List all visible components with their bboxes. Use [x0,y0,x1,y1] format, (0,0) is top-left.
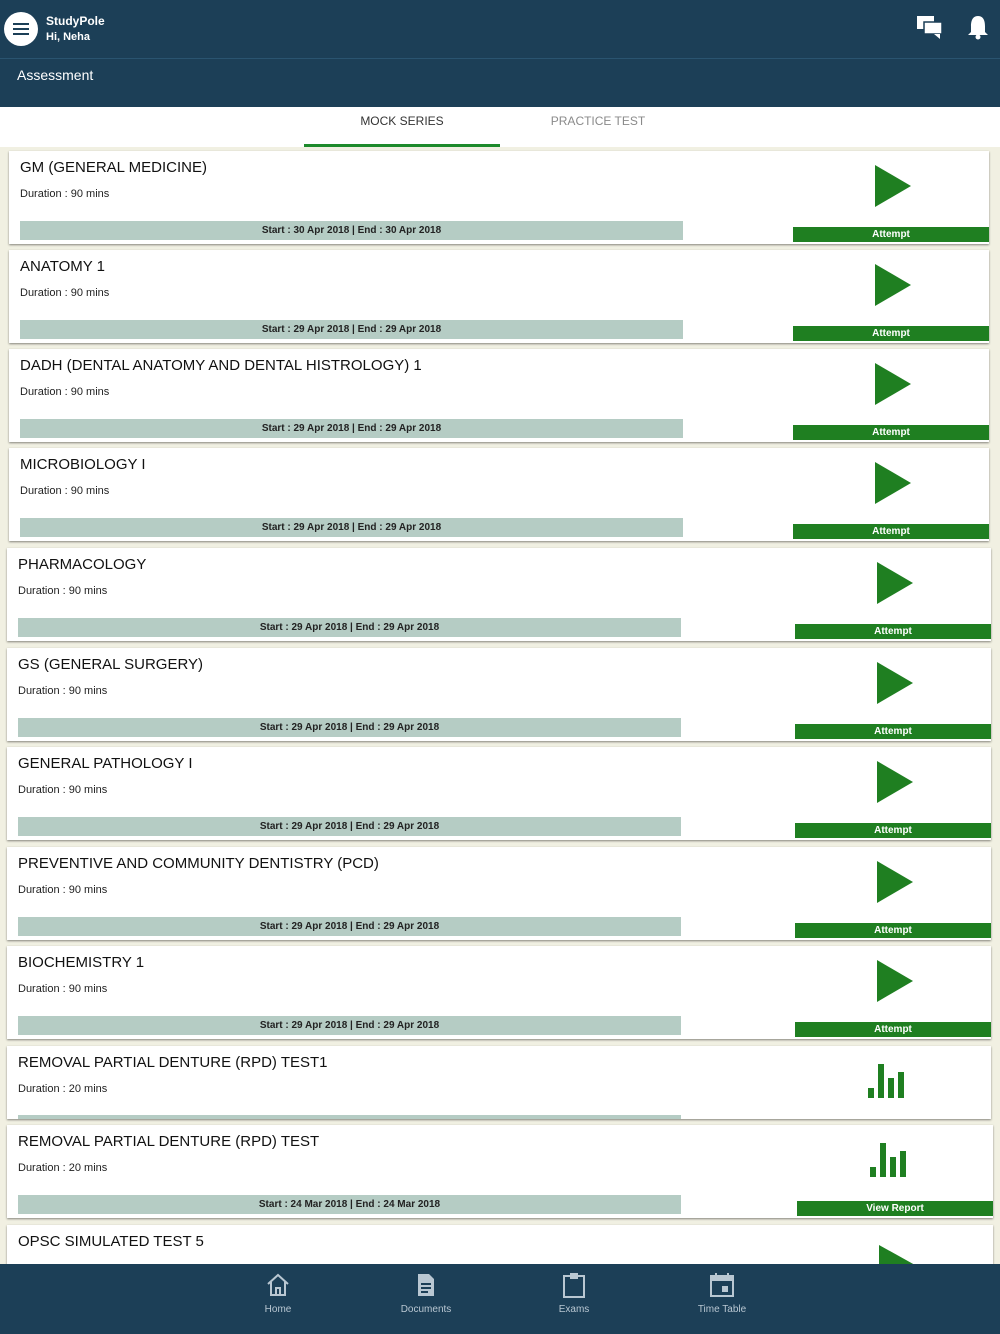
test-duration: Duration : 90 mins [20,287,110,299]
play-icon[interactable] [879,1245,915,1265]
test-duration: Duration : 20 mins [18,1162,108,1174]
test-card[interactable] [9,250,989,343]
page-title-bar [0,58,1000,107]
test-title: DADH (DENTAL ANATOMY AND DENTAL HISTROLOGY) 1 [20,357,422,374]
attempt-button[interactable]: Attempt [795,923,991,938]
test-title: REMOVAL PARTIAL DENTURE (RPD) TEST [18,1133,320,1150]
test-card[interactable] [9,151,989,244]
test-date-range: Start : 29 Apr 2018 | End : 29 Apr 2018 [20,518,683,537]
bar-chart-icon[interactable] [870,1143,910,1179]
page-title: Assessment [17,67,94,83]
test-date-range: Start : 29 Apr 2018 | End : 29 Apr 2018 [20,419,683,438]
test-date-range: Start : 29 Apr 2018 | End : 29 Apr 2018 [18,1016,681,1035]
attempt-button[interactable]: Attempt [793,425,989,440]
test-date-range [18,1115,681,1119]
test-duration: Duration : 90 mins [20,386,110,398]
clipboard-icon [561,1272,587,1298]
test-card[interactable] [7,1125,993,1218]
play-icon[interactable] [875,363,911,405]
nav-label: Exams [558,1304,590,1315]
attempt-button[interactable]: Attempt [795,624,991,639]
test-title: GM (GENERAL MEDICINE) [20,159,207,176]
test-duration: Duration : 90 mins [18,983,108,995]
tab-bar [0,107,1000,147]
test-duration: Duration : 90 mins [18,784,108,796]
play-icon[interactable] [877,960,913,1002]
nav-home[interactable] [218,1264,338,1315]
attempt-button[interactable]: Attempt [793,524,989,539]
notification-bell-icon[interactable] [966,14,990,40]
test-duration: Duration : 90 mins [20,188,110,200]
nav-documents[interactable] [366,1264,486,1315]
chat-icon[interactable] [916,14,944,40]
test-card[interactable] [9,349,989,442]
tab-mock-series[interactable]: MOCK SERIES [304,107,500,147]
test-title: BIOCHEMISTRY 1 [18,954,145,971]
bar-chart-icon[interactable] [868,1064,908,1100]
test-title: PREVENTIVE AND COMMUNITY DENTISTRY (PCD) [18,855,379,872]
test-date-range: Start : 24 Mar 2018 | End : 24 Mar 2018 [18,1195,681,1214]
test-date-range: Start : 30 Apr 2018 | End : 30 Apr 2018 [20,221,683,240]
test-title: REMOVAL PARTIAL DENTURE (RPD) TEST1 [18,1054,328,1071]
nav-exams[interactable] [514,1264,634,1315]
attempt-button[interactable]: Attempt [795,1022,991,1037]
test-title: OPSC SIMULATED TEST 5 [18,1233,204,1250]
test-title: ANATOMY 1 [20,258,106,275]
app-name: StudyPole [46,14,105,28]
test-card[interactable] [7,747,991,840]
test-duration: Duration : 90 mins [18,585,108,597]
test-card[interactable] [7,1046,991,1119]
nav-time-table[interactable] [662,1264,782,1315]
attempt-button[interactable]: Attempt [793,326,989,341]
attempt-button[interactable]: Attempt [793,227,989,242]
document-icon [413,1272,439,1298]
test-duration: Duration : 90 mins [18,884,108,896]
calendar-icon [709,1272,735,1298]
nav-label: Time Table [697,1304,747,1315]
test-date-range: Start : 29 Apr 2018 | End : 29 Apr 2018 [18,618,681,637]
play-icon[interactable] [877,562,913,604]
tab-practice-test[interactable]: PRACTICE TEST [550,114,646,128]
test-title: PHARMACOLOGY [18,556,147,573]
play-icon[interactable] [877,761,913,803]
play-icon[interactable] [877,662,913,704]
test-date-range: Start : 29 Apr 2018 | End : 29 Apr 2018 [18,817,681,836]
hamburger-menu-button[interactable] [4,12,38,46]
user-greeting: Hi, Neha [46,31,91,43]
test-title: GS (GENERAL SURGERY) [18,656,204,673]
nav-label: Home [264,1304,292,1315]
brand-block [46,13,105,45]
test-card[interactable] [7,648,991,741]
test-date-range: Start : 29 Apr 2018 | End : 29 Apr 2018 [18,718,681,737]
app-header [0,0,1000,58]
test-card[interactable] [7,847,991,940]
test-card[interactable] [7,548,991,641]
test-duration: Duration : 90 mins [18,685,108,697]
test-duration: Duration : 90 mins [20,485,110,497]
menu-line [13,33,29,35]
test-duration: Duration : 20 mins [18,1083,108,1095]
play-icon[interactable] [875,264,911,306]
nav-label: Documents [400,1304,452,1315]
menu-line [13,23,29,25]
play-icon[interactable] [875,165,911,207]
test-title: MICROBIOLOGY I [20,456,146,473]
test-card[interactable] [9,448,989,541]
bottom-navigation [0,1264,1000,1334]
attempt-button[interactable]: Attempt [795,823,991,838]
view-report-button[interactable]: View Report [797,1201,993,1216]
test-card[interactable] [7,946,991,1039]
home-icon [265,1272,291,1298]
play-icon[interactable] [877,861,913,903]
menu-line [13,28,29,30]
test-title: GENERAL PATHOLOGY I [18,755,193,772]
test-card[interactable] [7,1225,993,1265]
test-date-range: Start : 29 Apr 2018 | End : 29 Apr 2018 [18,917,681,936]
attempt-button[interactable]: Attempt [795,724,991,739]
play-icon[interactable] [875,462,911,504]
test-date-range: Start : 29 Apr 2018 | End : 29 Apr 2018 [20,320,683,339]
